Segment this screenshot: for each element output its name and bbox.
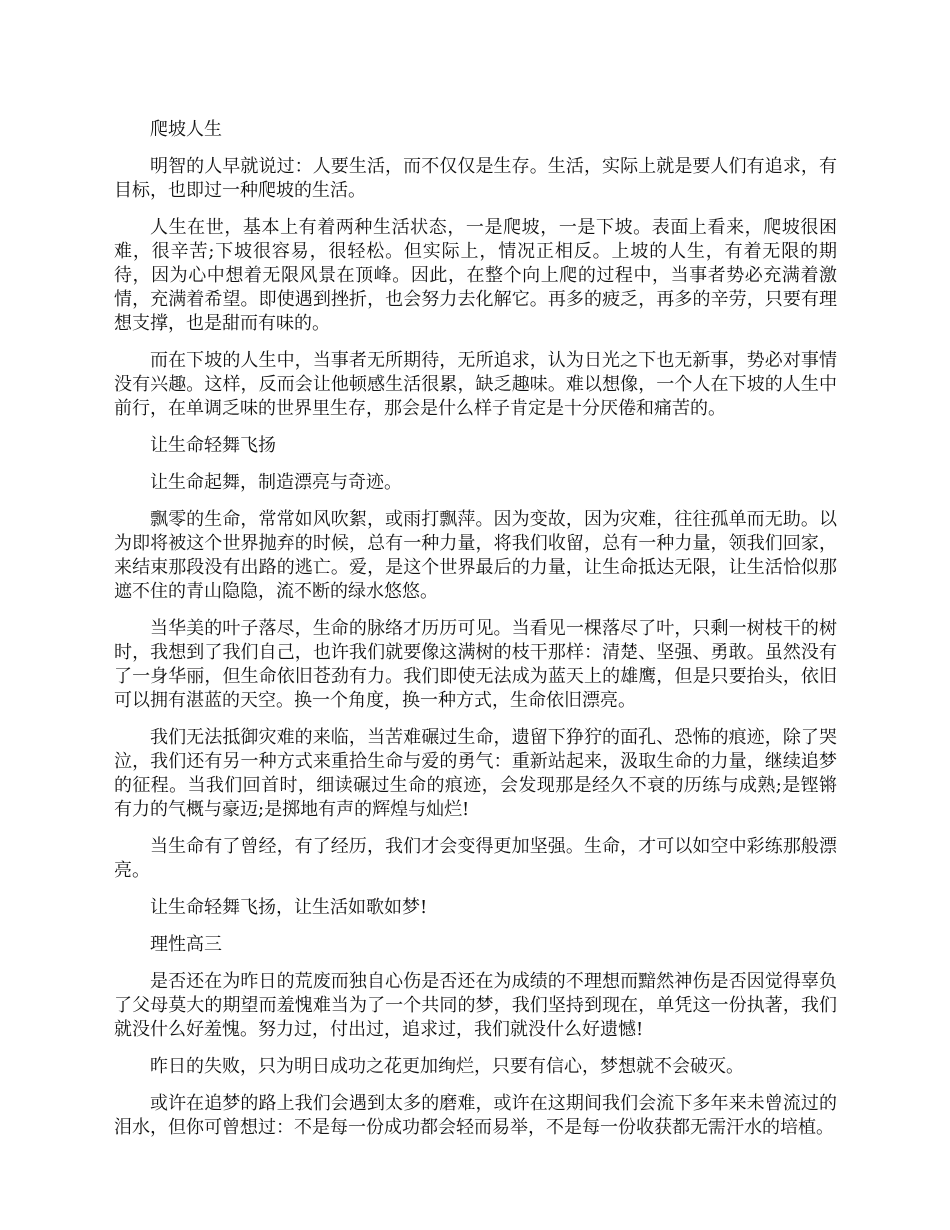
paragraph: 当华美的叶子落尽，生命的脉络才历历可见。当看见一棵落尽了叶，只剩一树枝干的树时，我想到了我们自己，也许我们就要像这满树的枝干那样：清楚、坚强、勇敢。虽然没有了一身华丽，但生命依旧苍劲有力。我们即使无法成为蓝天上的雄鹰，但是只要抬头，依旧可以拥有湛蓝的天空。换一个角度，换一种方式，生命依旧漂亮。 bbox=[114, 618, 837, 711]
document-body bbox=[114, 118, 837, 1153]
paragraph: 飘零的生命，常常如风吹絮，或雨打飘萍。因为变故，因为灾难，往往孤单而无助。以为即将被这个世界抛弃的时候，总有一种力量，将我们收留，总有一种力量，领我们回家，来结束那段没有出路的逃亡。爱，是这个世界最后的力量，让生命抵达无限，让生活恰似那遮不住的青山隐隐，流不断的绿水悠悠。 bbox=[114, 509, 837, 602]
section-title-rational-senior-three: 理性高三 bbox=[150, 934, 222, 955]
paragraph: 而在下坡的人生中，当事者无所期待，无所追求，认为日光之下也无新事，势必对事情没有兴趣。这样，反而会让他顿感生活很累，缺乏趣味。难以想像，一个人在下坡的人生中前行，在单调乏味的世界里生存，那会是什么样子肯定是十分厌倦和痛苦的。 bbox=[114, 350, 837, 419]
section-title-let-life-dance: 让生命轻舞飞扬 bbox=[150, 435, 276, 456]
section-title-climbing-life: 爬坡人生 bbox=[150, 119, 222, 140]
paragraph: 明智的人早就说过：人要生活，而不仅仅是生存。生活，实际上就是要人们有追求，有目标，也即过一种爬坡的生活。 bbox=[114, 156, 837, 201]
paragraph: 人生在世，基本上有着两种生活状态，一是爬坡，一是下坡。表面上看来，爬坡很困难，很辛苦;下坡很容易，很轻松。但实际上，情况正相反。上坡的人生，有着无限的期待，因为心中想着无限风景在顶峰。因此，在整个向上爬的过程中，当事者势必充满着激情，充满着希望。即使遇到挫折，也会努力去化解它。再多的疲乏，再多的辛劳，只要有理想支撑，也是甜而有味的。 bbox=[114, 217, 837, 334]
paragraph: 我们无法抵御灾难的来临，当苦难碾过生命，遗留下狰狞的面孔、恐怖的痕迹，除了哭泣，我们还有另一种方式来重拾生命与爱的勇气：重新站起来，汲取生命的力量，继续追梦的征程。当我们回首时，细读碾过生命的痕迹，会发现那是经久不衰的历练与成熟;是铿锵有力的气概与豪迈;是掷地有声的辉煌与灿烂! bbox=[114, 727, 837, 820]
paragraph: 让生命轻舞飞扬，让生活如歌如梦! bbox=[150, 897, 428, 918]
paragraph: 昨日的失败，只为明日成功之花更加绚烂，只要有信心，梦想就不会破灭。 bbox=[150, 1056, 744, 1077]
paragraph: 当生命有了曾经，有了经历，我们才会变得更加坚强。生命，才可以如空中彩练那般漂亮。 bbox=[114, 836, 837, 881]
paragraph: 或许在追梦的路上我们会遇到太多的磨难，或许在这期间我们会流下多年来未曾流过的泪水，但你可曾想过：不是每一份成功都会轻而易举，不是每一份收获都无需汗水的培植。 bbox=[114, 1093, 837, 1138]
paragraph: 是否还在为昨日的荒废而独自心伤是否还在为成绩的不理想而黯然神伤是否因觉得辜负了父母莫大的期望而羞愧难当为了一个共同的梦，我们坚持到现在，单凭这一份执著，我们就没什么好羞愧。努力过，付出过，追求过，我们就没什么好遗憾! bbox=[114, 971, 837, 1040]
paragraph: 让生命起舞，制造漂亮与奇迹。 bbox=[150, 472, 402, 493]
